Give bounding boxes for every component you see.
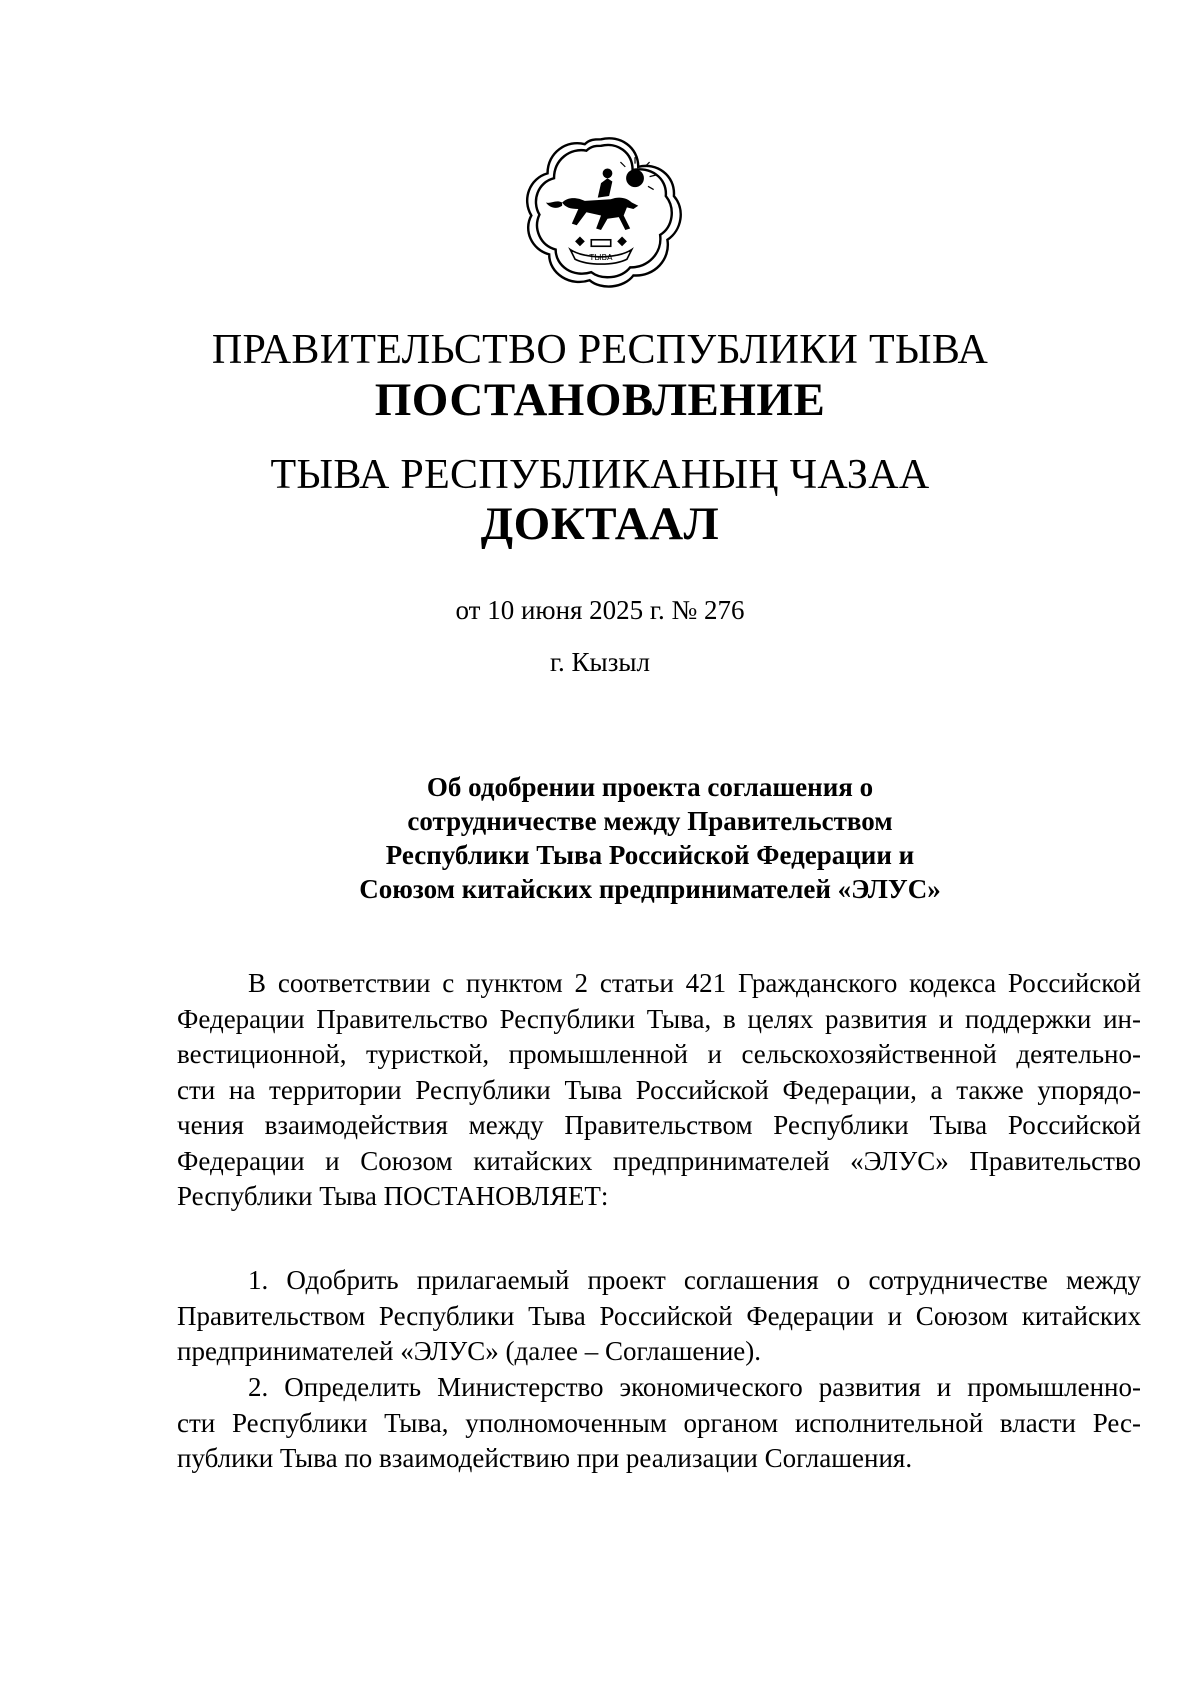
body-line: предпринимателей «ЭЛУС» (далее – Соглашение). <box>177 1336 762 1366</box>
body-line: Республики Тыва ПОСТАНОВЛЯЕТ: <box>177 1181 609 1211</box>
document-type-tyv: ДОКТААЛ <box>480 498 720 550</box>
document-type-ru: ПОСТАНОВЛЕНИЕ <box>374 374 826 426</box>
body-line: сти Республики Тыва, уполномоченным органом исполнительной власти Рес- <box>177 1407 1141 1438</box>
body-line: В соответствии с пунктом 2 статьи 421 Гражданского кодекса Российской <box>248 968 1141 998</box>
subject-line: Союзом китайских предпринимателей «ЭЛУС» <box>359 874 941 904</box>
subject-line: Республики Тыва Российской Федерации и <box>385 840 915 870</box>
body-line: чения взаимодействия между Правительством Республики Тыва Российской <box>177 1110 1141 1140</box>
government-name-tyv: ТЫВА РЕСПУБЛИКАНЫҢ ЧАЗАА <box>270 452 930 498</box>
body-line: Федерации Правительство Республики Тыва, в целях развития и поддержки ин- <box>177 1003 1141 1034</box>
document-city: г. Кызыл <box>550 647 650 677</box>
emblem-text: ТЫВА <box>589 252 613 263</box>
item-2-paragraph <box>177 1370 1141 1477</box>
subject-line: Об одобрении проекта соглашения о <box>426 772 874 802</box>
document-subject <box>300 770 1000 906</box>
body-line: вестиционной, туристкой, промышленной и сельскохозяйственной деятельно- <box>177 1039 1141 1069</box>
government-name-ru: ПРАВИТЕЛЬСТВО РЕСПУБЛИКИ ТЫВА <box>211 327 989 373</box>
document-date-number: от 10 июня 2025 г. № 276 <box>455 595 745 625</box>
subject-line: сотрудничестве между Правительством <box>407 806 893 836</box>
preamble-paragraph <box>177 966 1141 1215</box>
body-line: Правительством Республики Тыва Российской Федерации и Союзом китайских <box>177 1300 1141 1331</box>
item-1-paragraph <box>177 1263 1141 1370</box>
body-line: 2. Определить Министерство экономического развития и промышленно- <box>248 1372 1141 1402</box>
tuva-coat-of-arms-icon <box>520 128 682 290</box>
body-line: 1. Одобрить прилагаемый проект соглашения о сотрудничестве между <box>248 1265 1141 1295</box>
body-line: Федерации и Союзом китайских предпринимателей «ЭЛУС» Правительство <box>177 1145 1141 1176</box>
body-line: сти на территории Республики Тыва Российской Федерации, а также упорядо- <box>177 1074 1141 1105</box>
body-line: публики Тыва по взаимодействию при реализации Соглашения. <box>177 1443 913 1473</box>
